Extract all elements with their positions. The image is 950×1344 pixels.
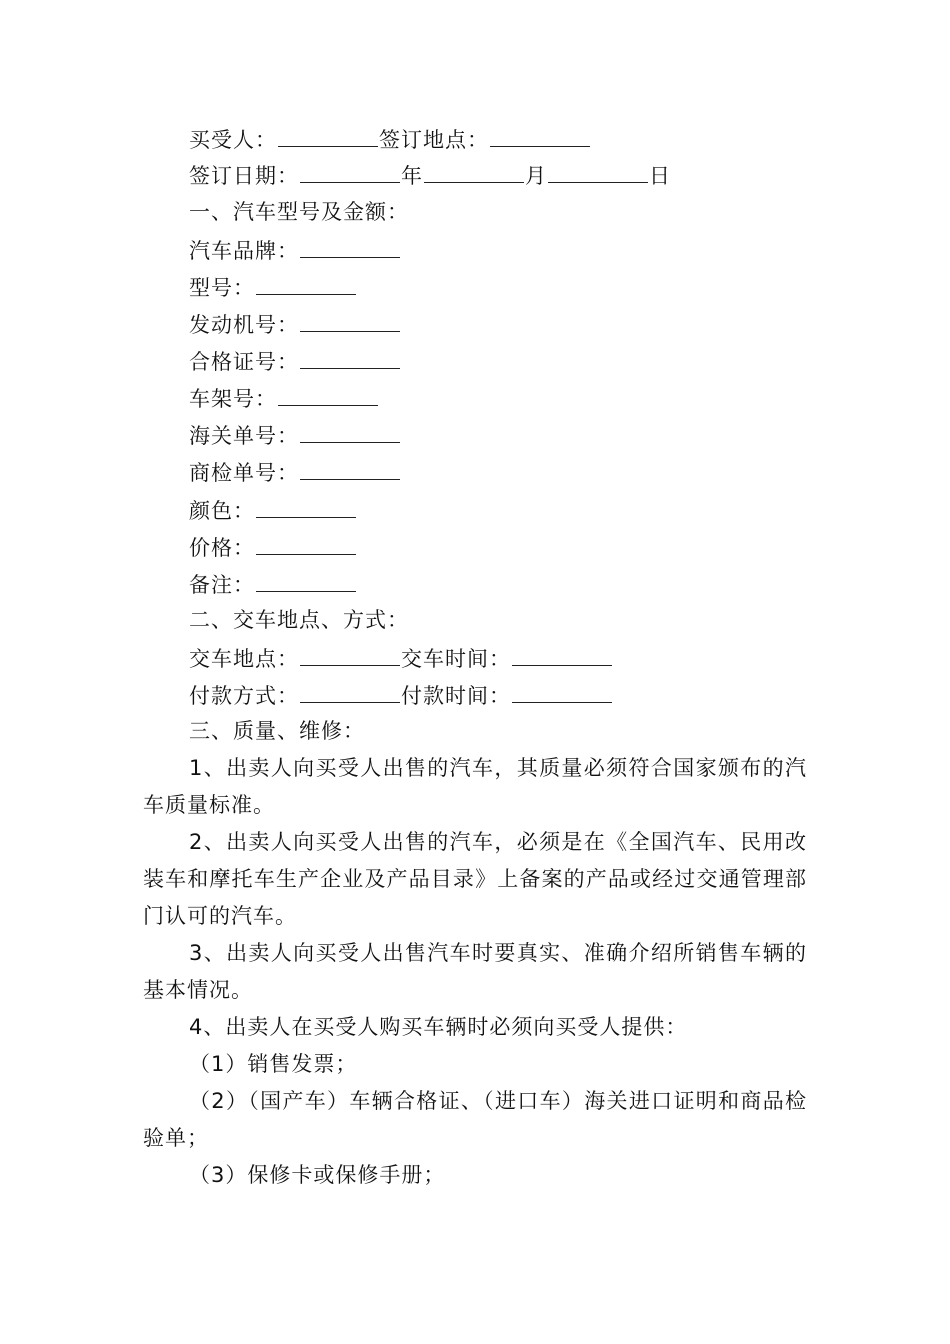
field-label: 合格证号： xyxy=(189,350,299,374)
delivery-place-label: 交车地点： xyxy=(189,647,299,671)
field-brand xyxy=(189,235,401,265)
day-blank[interactable] xyxy=(548,160,648,183)
field-blank[interactable] xyxy=(256,495,356,518)
field-label: 型号： xyxy=(189,276,255,300)
signing-place-blank[interactable] xyxy=(490,124,590,147)
delivery-place-blank[interactable] xyxy=(300,643,400,666)
payment-time-label: 付款时间： xyxy=(401,684,511,708)
field-label: 商检单号： xyxy=(189,461,299,485)
field-blank[interactable] xyxy=(300,309,400,332)
field-blank[interactable] xyxy=(278,383,378,406)
section2-title: 二、交车地点、方式： xyxy=(189,608,409,632)
field-label: 颜色： xyxy=(189,499,255,523)
payment-method-label: 付款方式： xyxy=(189,684,299,708)
section1-title: 一、汽车型号及金额： xyxy=(189,200,409,224)
delivery-time-blank[interactable] xyxy=(512,643,612,666)
clause-4: 4、出卖人在买受人购买车辆时必须向买受人提供： xyxy=(189,1015,688,1039)
month-label: 月 xyxy=(525,164,547,188)
buyer-line xyxy=(189,124,591,154)
field-blank[interactable] xyxy=(300,457,400,480)
year-blank[interactable] xyxy=(300,160,400,183)
field-blank[interactable] xyxy=(256,569,356,592)
buyer-label: 买受人： xyxy=(189,128,277,152)
clause-1: 1、出卖人向买受人出售的汽车，其质量必须符合国家颁布的汽车质量标准。 xyxy=(143,756,807,817)
field-inspection-no xyxy=(189,457,401,487)
field-remarks xyxy=(189,569,357,599)
signing-date-line xyxy=(189,160,671,190)
field-blank[interactable] xyxy=(300,346,400,369)
field-label: 车架号： xyxy=(189,387,277,411)
item-2: （2）（国产车）车辆合格证、（进口车）海关进口证明和商品检验单； xyxy=(143,1089,807,1150)
field-frame-no xyxy=(189,383,379,413)
field-label: 海关单号： xyxy=(189,424,299,448)
field-color xyxy=(189,495,357,525)
delivery-time-label: 交车时间： xyxy=(401,647,511,671)
payment-method-blank[interactable] xyxy=(300,680,400,703)
field-blank[interactable] xyxy=(300,420,400,443)
item-1: （1）销售发票； xyxy=(189,1052,358,1076)
section3-title: 三、质量、维修： xyxy=(189,719,365,743)
clause-3: 3、出卖人向买受人出售汽车时要真实、准确介绍所销售车辆的基本情况。 xyxy=(143,941,807,1002)
signing-date-label: 签订日期： xyxy=(189,164,299,188)
field-label: 备注： xyxy=(189,573,255,597)
item-3: （3）保修卡或保修手册； xyxy=(189,1163,446,1187)
clause-2: 2、出卖人向买受人出售的汽车，必须是在《全国汽车、民用改装车和摩托车生产企业及产品目录》上备案的产品或经过交通管理部门认可的汽车。 xyxy=(143,830,807,928)
field-model xyxy=(189,272,357,302)
field-certificate-no xyxy=(189,346,401,376)
delivery-line xyxy=(189,643,613,673)
field-label: 发动机号： xyxy=(189,313,299,337)
field-blank[interactable] xyxy=(256,532,356,555)
field-blank[interactable] xyxy=(256,272,356,295)
payment-time-blank[interactable] xyxy=(512,680,612,703)
field-blank[interactable] xyxy=(300,235,400,258)
day-label: 日 xyxy=(649,164,671,188)
field-customs-no xyxy=(189,420,401,450)
signing-place-label: 签订地点： xyxy=(379,128,489,152)
buyer-blank[interactable] xyxy=(278,124,378,147)
field-label: 汽车品牌： xyxy=(189,239,299,263)
field-price xyxy=(189,532,357,562)
field-engine-no xyxy=(189,309,401,339)
year-label: 年 xyxy=(401,164,423,188)
month-blank[interactable] xyxy=(424,160,524,183)
field-label: 价格： xyxy=(189,536,255,560)
payment-line xyxy=(189,680,613,710)
